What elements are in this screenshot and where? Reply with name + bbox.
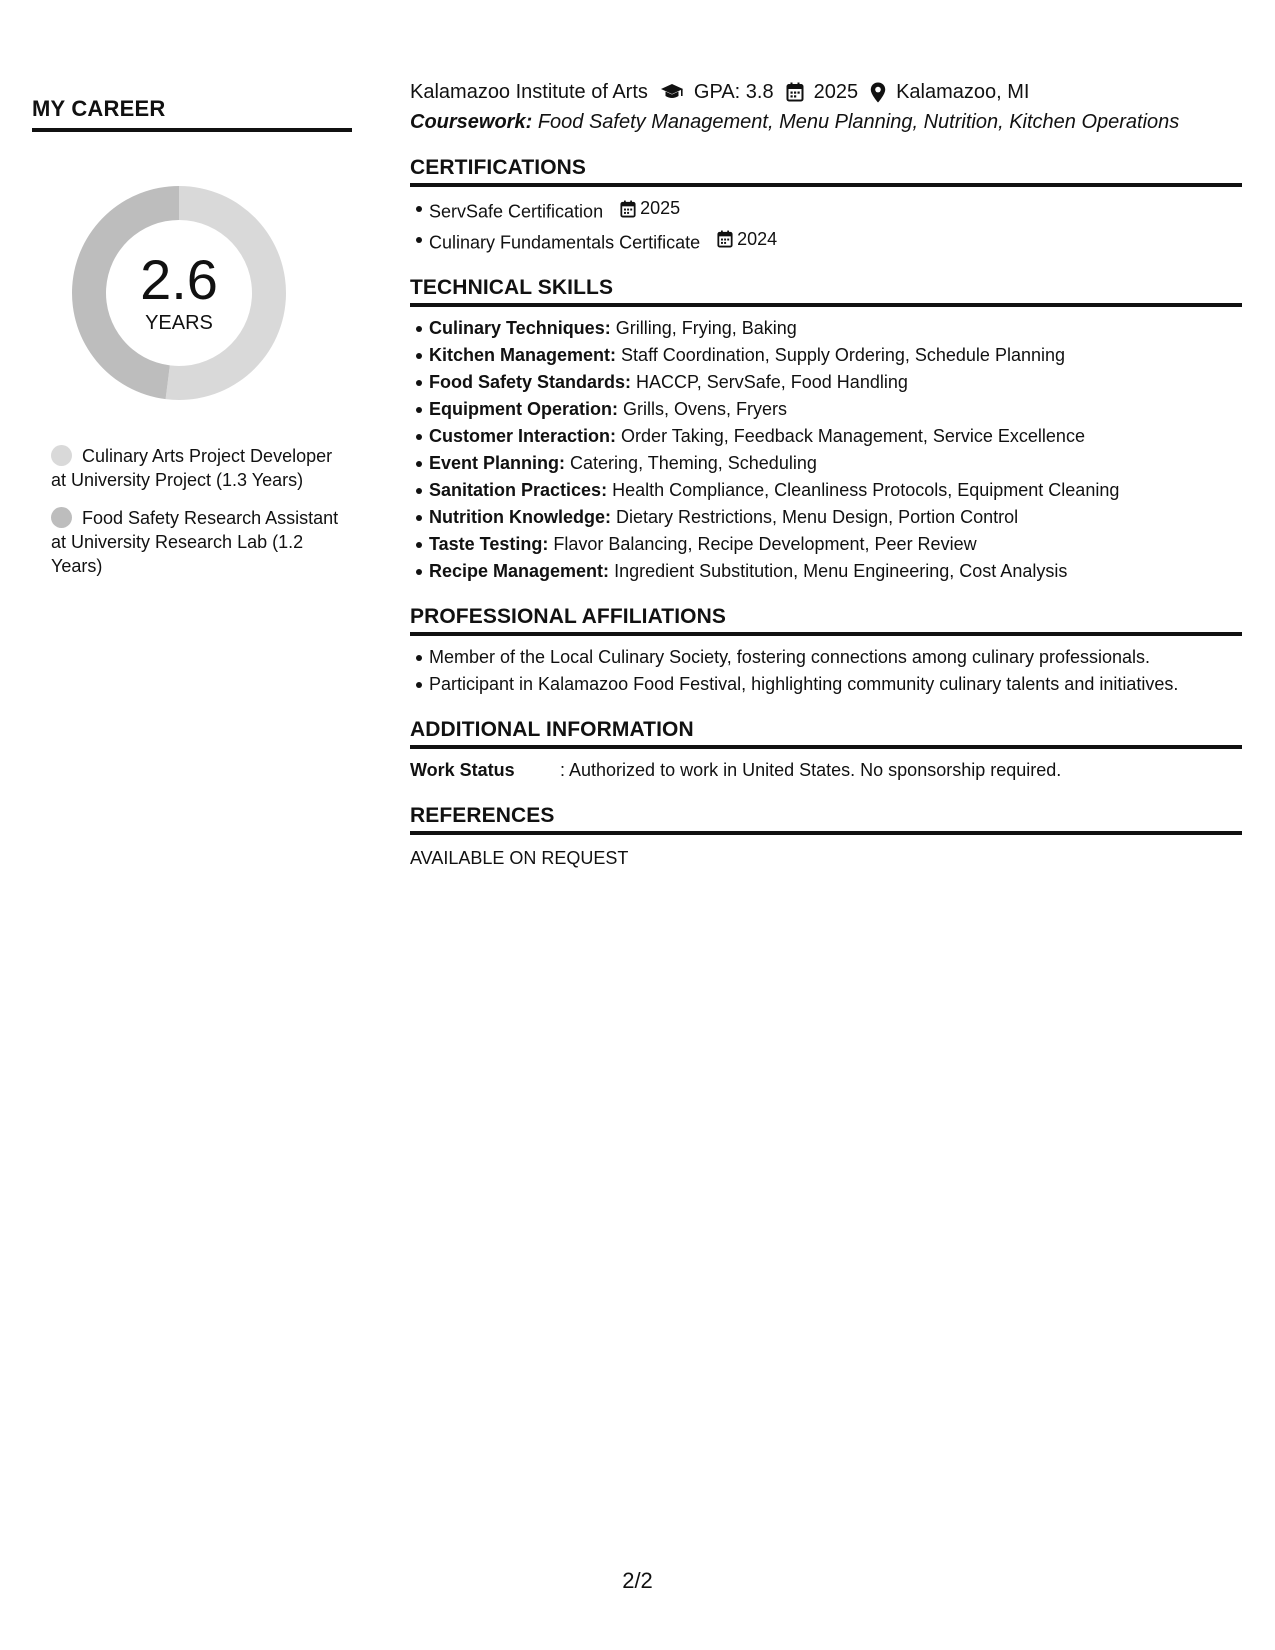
skill-values: Dietary Restrictions, Menu Design, Portion Control (616, 507, 1019, 527)
section-title-certifications: CERTIFICATIONS (410, 156, 1242, 187)
section-title-affiliations: PROFESSIONAL AFFILIATIONS (410, 605, 1242, 636)
certification-year (717, 226, 777, 253)
list-item (429, 450, 1242, 477)
work-status-value: : Authorized to work in United States. No sponsorship required. (560, 760, 1062, 780)
skill-category: Event Planning: (429, 453, 566, 473)
skill-category: Kitchen Management: (429, 345, 617, 365)
skill-values: Staff Coordination, Supply Ordering, Schedule Planning (621, 345, 1065, 365)
certifications-section (410, 156, 1242, 256)
list-item (429, 342, 1242, 369)
certification-name: Culinary Fundamentals Certificate (429, 232, 701, 252)
certification-year-text: 2024 (737, 228, 778, 249)
skill-category: Equipment Operation: (429, 399, 618, 419)
list-item (429, 315, 1242, 342)
references-section (410, 804, 1242, 872)
list-item (429, 423, 1242, 450)
list-item: Member of the Local Culinary Society, fostering connections among culinary professionals. (429, 644, 1242, 671)
donut-center (64, 178, 294, 408)
calendar-icon (717, 230, 733, 248)
skill-values: Health Compliance, Cleanliness Protocols, Equipment Cleaning (612, 480, 1120, 500)
school-location: Kalamazoo, MI (896, 81, 1030, 103)
skill-values: Grilling, Frying, Baking (615, 318, 797, 338)
skill-category: Taste Testing: (429, 534, 549, 554)
coursework (410, 108, 1242, 136)
legend-dot-icon (51, 445, 72, 466)
gpa: GPA: 3.8 (693, 81, 774, 103)
career-total-years: 2.6 (140, 247, 218, 311)
skill-category: Recipe Management: (429, 561, 610, 581)
list-item (429, 504, 1242, 531)
education-header (410, 78, 1242, 106)
list-item (429, 396, 1242, 423)
skill-category: Sanitation Practices: (429, 480, 608, 500)
work-status-row (410, 757, 1242, 784)
certification-year-text: 2025 (640, 198, 681, 218)
legend-item-label: Food Safety Research Assistant at University Research Lab (1.2 Years) (51, 508, 339, 576)
affiliations-list (410, 644, 1242, 698)
additional-info-section (410, 718, 1242, 784)
certification-year (620, 195, 680, 222)
coursework-list: Food Safety Management, Menu Planning, Nutrition, Kitchen Operations (537, 111, 1180, 133)
skill-values: Flavor Balancing, Recipe Development, Peer Review (553, 534, 977, 554)
calendar-icon (786, 82, 804, 102)
list-item: Participant in Kalamazoo Food Festival, highlighting community culinary talents and initiatives. (429, 671, 1242, 698)
legend-dot-icon (51, 507, 72, 528)
career-legend (32, 444, 352, 578)
section-title-additional-info: ADDITIONAL INFORMATION (410, 718, 1242, 749)
list-item (429, 195, 1242, 226)
career-sidebar (32, 96, 352, 592)
skill-values: HACCP, ServSafe, Food Handling (636, 372, 908, 392)
skill-values: Catering, Theming, Scheduling (570, 453, 817, 473)
career-title: MY CAREER (32, 96, 352, 132)
certification-name: ServSafe Certification (429, 201, 604, 222)
section-title-technical-skills: TECHNICAL SKILLS (410, 276, 1242, 307)
graduation-cap-icon (660, 83, 684, 101)
skill-values: Order Taking, Feedback Management, Service Excellence (621, 426, 1085, 446)
list-item (429, 531, 1242, 558)
coursework-label: Coursework: (410, 111, 533, 133)
list-item (429, 558, 1242, 585)
references-text: AVAILABLE ON REQUEST (410, 848, 629, 868)
skill-category: Food Safety Standards: (429, 372, 632, 392)
legend-item (51, 444, 341, 492)
list-item (429, 477, 1242, 504)
resume-main (410, 78, 1242, 872)
skill-values: Grills, Ovens, Fryers (623, 399, 788, 419)
skill-category: Customer Interaction: (429, 426, 617, 446)
school-name: Kalamazoo Institute of Arts (410, 81, 648, 103)
section-title-references: REFERENCES (410, 804, 1242, 835)
calendar-icon (620, 200, 636, 218)
skill-category: Nutrition Knowledge: (429, 507, 611, 527)
map-pin-icon (870, 82, 886, 103)
career-total-unit: YEARS (145, 311, 213, 334)
work-status-label: Work Status (410, 760, 515, 780)
education-entry (410, 78, 1242, 136)
legend-item-label: Culinary Arts Project Developer at University Project (1.3 Years) (51, 446, 333, 490)
legend-item (51, 506, 341, 578)
skill-category: Culinary Techniques: (429, 318, 611, 338)
career-donut-chart (64, 178, 294, 408)
skill-values: Ingredient Substitution, Menu Engineering, Cost Analysis (614, 561, 1068, 581)
skills-list (410, 315, 1242, 585)
affiliations-section (410, 605, 1242, 698)
page-number: 2/2 (622, 1568, 653, 1593)
list-item (429, 226, 1242, 257)
list-item (429, 369, 1242, 396)
certifications-list (410, 195, 1242, 256)
technical-skills-section (410, 276, 1242, 585)
graduation-year: 2025 (813, 81, 859, 103)
